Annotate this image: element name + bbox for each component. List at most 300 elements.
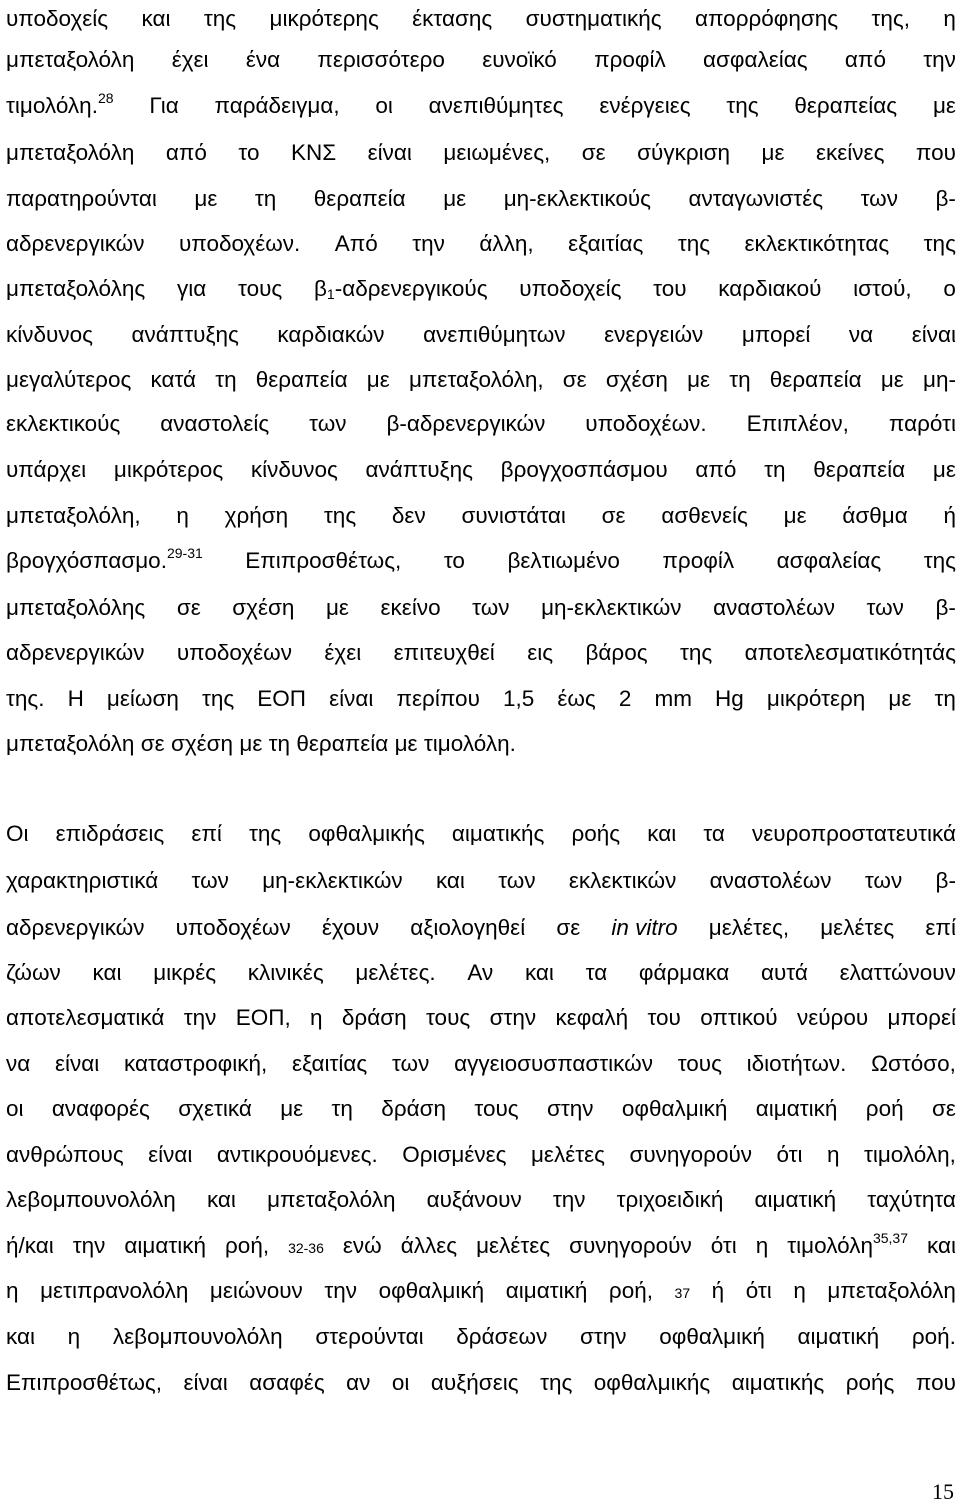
word: αιματική xyxy=(124,1233,207,1258)
word: β xyxy=(313,276,327,301)
word: μη-εκλεκτικούς xyxy=(503,186,652,211)
word: η xyxy=(827,1142,840,1167)
word: της xyxy=(323,503,357,528)
text-line xyxy=(6,88,956,124)
word-with-citation xyxy=(6,543,203,579)
text-line xyxy=(6,726,956,762)
word-with-subscript xyxy=(314,271,488,307)
word: Επιπροσθέτως, xyxy=(6,1370,163,1395)
word: που xyxy=(915,140,956,165)
word: κίνδυνος xyxy=(6,322,93,347)
word: εκλεκτικών xyxy=(568,868,677,893)
word: με xyxy=(239,731,263,756)
word: την xyxy=(324,1278,358,1303)
word: εκείνο xyxy=(380,595,441,620)
word: μικρές xyxy=(153,960,217,985)
word: οφθαλμική xyxy=(378,1278,485,1303)
word: αυξάνουν xyxy=(426,1187,522,1212)
word: προφίλ xyxy=(662,548,735,573)
text-line xyxy=(6,271,956,307)
word: μπεταξολόλη, xyxy=(6,503,141,528)
word: βελτιωμένο xyxy=(507,548,620,573)
word: προφίλ xyxy=(594,47,666,72)
word: τη xyxy=(215,367,237,392)
word: του xyxy=(647,1005,681,1030)
word: υποδοχείς xyxy=(6,6,109,31)
word: αποτελεσματικότητάς xyxy=(744,640,956,665)
word: Η xyxy=(67,686,84,711)
word: την xyxy=(923,47,956,72)
word: έως xyxy=(557,686,596,711)
text-line: η μετιπρανολόλη μειώνουν την οφθαλμική αιματική ροή, 37 ή ότι η μπεταξολόλη xyxy=(6,1273,956,1309)
word: ταχύτητα xyxy=(867,1187,956,1212)
word: αν xyxy=(346,1370,371,1395)
word: της xyxy=(923,231,956,256)
word: σχέση xyxy=(170,731,234,756)
word: σχέση xyxy=(605,367,668,392)
word: mm xyxy=(654,686,692,711)
word: μικρότερος xyxy=(113,457,224,482)
word: των xyxy=(309,411,347,436)
word: ροής xyxy=(571,821,621,846)
word: δράση xyxy=(381,1096,447,1121)
word: ή xyxy=(711,1278,725,1303)
word: και xyxy=(524,960,554,985)
word: θεραπεία xyxy=(296,731,389,756)
word: από xyxy=(165,140,207,165)
word: μειώνουν xyxy=(209,1278,303,1303)
word: των xyxy=(860,186,898,211)
word: στερούνται xyxy=(315,1324,424,1349)
word: αυξήσεις xyxy=(430,1370,519,1395)
text-line xyxy=(6,1000,956,1036)
word: τη xyxy=(764,457,786,482)
word: ζώων xyxy=(6,960,61,985)
word: σύγκριση xyxy=(637,140,731,165)
word: ασθενείς xyxy=(661,503,748,528)
word: η xyxy=(793,1278,806,1303)
word: με xyxy=(366,367,390,392)
word: χρήση xyxy=(224,503,289,528)
word: αυτά xyxy=(760,960,808,985)
word: οφθαλμικής xyxy=(593,1370,711,1395)
word: έχει xyxy=(171,47,209,72)
word: οφθαλμική xyxy=(621,1096,728,1121)
text-line xyxy=(6,1,956,37)
word: ανεπιθύμητες xyxy=(428,93,564,118)
word: άσθμα xyxy=(842,503,908,528)
word: ροή. xyxy=(911,1324,956,1349)
word: τους xyxy=(425,1005,471,1030)
word: εξαιτίας xyxy=(568,231,644,256)
word: ροής xyxy=(845,1370,895,1395)
word: εκλεκτικούς xyxy=(6,411,121,436)
word: οφθαλμικής xyxy=(308,821,425,846)
word: κατά xyxy=(150,367,197,392)
word: ροή, xyxy=(225,1233,270,1258)
word: με xyxy=(194,186,218,211)
word: β- xyxy=(935,868,956,893)
word: τους xyxy=(677,1051,722,1076)
word: με xyxy=(687,367,711,392)
word: τιμολόλη. xyxy=(6,93,98,118)
word: των xyxy=(498,868,536,893)
text-line xyxy=(6,226,956,262)
word: ένα xyxy=(245,47,281,72)
word: παρατηρούνται xyxy=(6,186,157,211)
word: την xyxy=(72,1233,106,1258)
word: τα xyxy=(585,960,608,985)
word: μπορεί xyxy=(741,322,811,347)
word: ή/και xyxy=(6,1233,54,1258)
word: Αν xyxy=(467,960,494,985)
word: χαρακτηριστικά xyxy=(6,868,159,893)
word: το xyxy=(238,140,260,165)
word: είναι xyxy=(329,686,374,711)
text-line xyxy=(6,406,956,442)
word: εκείνες xyxy=(816,140,885,165)
word: αποτελεσματικά xyxy=(6,1005,165,1030)
word: και xyxy=(92,960,122,985)
word: παρότι xyxy=(888,411,956,436)
word: μελέτες. xyxy=(355,960,436,985)
word: ανθρώπους xyxy=(6,1142,124,1167)
word: και xyxy=(647,821,677,846)
text-line xyxy=(6,543,956,579)
word-with-citation xyxy=(787,1228,908,1264)
word: εις xyxy=(527,640,554,665)
word: τη xyxy=(934,686,956,711)
word: τιμολόλη xyxy=(787,1233,873,1258)
word: περίπου xyxy=(396,686,480,711)
word: βάρος xyxy=(585,640,648,665)
text-line xyxy=(6,362,956,398)
word: θεραπεία xyxy=(313,186,406,211)
word: και xyxy=(141,6,171,31)
word: τιμολόλη, xyxy=(863,1142,956,1167)
word: της xyxy=(201,686,235,711)
word: ασφαλείας xyxy=(703,47,808,72)
word: της. xyxy=(6,686,45,711)
word: υποδοχέων xyxy=(176,640,292,665)
word: κεφαλή xyxy=(555,1005,629,1030)
word: σε xyxy=(601,503,626,528)
word: μικρότερη xyxy=(766,686,866,711)
word: ή xyxy=(943,503,956,528)
text-line xyxy=(6,863,956,899)
word: ροή, xyxy=(608,1278,653,1303)
word: ότι xyxy=(776,1142,803,1167)
word: επιτευχθεί xyxy=(393,640,495,665)
page-number: 15 xyxy=(932,1479,954,1504)
word: Ωστόσο, xyxy=(871,1051,956,1076)
word: β- xyxy=(935,595,956,620)
text-line xyxy=(6,955,956,991)
word: ιστού, xyxy=(853,276,912,301)
word: με xyxy=(443,186,467,211)
word: το xyxy=(443,548,465,573)
text-line: ή/και την αιματική ροή, 32-36 ενώ άλλες μελέτες συνηγορούν ότι η τιμολόλη$^{35,37}$ και xyxy=(6,1228,956,1264)
word: και xyxy=(6,1324,35,1349)
word: ότι xyxy=(745,1278,772,1303)
word: β-αδρενεργικών xyxy=(386,411,546,436)
italic-phrase xyxy=(611,910,677,946)
word: ροή xyxy=(865,1096,904,1121)
text-line xyxy=(6,135,956,171)
word: που xyxy=(915,1370,956,1395)
word: ενέργειες xyxy=(599,93,691,118)
text-line xyxy=(6,42,956,78)
word: ανταγωνιστές xyxy=(688,186,824,211)
word: με xyxy=(932,457,956,482)
text-line xyxy=(6,1137,956,1173)
word: επί xyxy=(925,915,956,940)
word: ανεπιθύμητων xyxy=(423,322,566,347)
text-line xyxy=(6,635,956,671)
word: οπτικού xyxy=(700,1005,778,1030)
word: έχουν xyxy=(321,915,380,940)
word: μπορεί xyxy=(887,1005,956,1030)
word: σε xyxy=(556,915,581,940)
word: στην xyxy=(489,1005,537,1030)
word: συνιστάται xyxy=(461,503,566,528)
word: τριχοειδική xyxy=(616,1187,724,1212)
word: κίνδυνος xyxy=(250,457,338,482)
subscript: 1 xyxy=(326,286,335,302)
word: μελέτες xyxy=(476,1233,551,1258)
word: η xyxy=(6,1278,19,1303)
word: συστηματικής xyxy=(525,6,662,31)
word: ελαττώνουν xyxy=(839,960,956,985)
text-line xyxy=(6,590,956,626)
word: να xyxy=(6,1051,31,1076)
word: της xyxy=(679,640,713,665)
word: σε xyxy=(581,140,606,165)
word: ανάπτυξης xyxy=(365,457,473,482)
word: τη xyxy=(268,731,291,756)
text-line xyxy=(6,1091,956,1127)
word: είναι xyxy=(148,1142,193,1167)
word: ο xyxy=(943,276,956,301)
word: υποδοχέων xyxy=(175,915,291,940)
word: μη- xyxy=(922,367,956,392)
word: τη xyxy=(729,367,751,392)
word: αιματικής xyxy=(451,821,545,846)
word: η xyxy=(67,1324,81,1349)
word: με xyxy=(761,140,785,165)
word: αιματική xyxy=(505,1278,588,1303)
word: με xyxy=(394,731,418,756)
word: αιματική xyxy=(797,1324,880,1349)
word: μπεταξολόλη xyxy=(827,1278,956,1303)
word: και xyxy=(435,868,465,893)
word: in xyxy=(611,915,629,940)
word: για xyxy=(177,276,207,301)
text-line xyxy=(6,816,956,852)
word: μετιπρανολόλη xyxy=(40,1278,189,1303)
word: μπεταξολόλη, xyxy=(408,367,544,392)
word: της xyxy=(540,1370,573,1395)
word: απορρόφησης xyxy=(694,6,839,31)
word: Από xyxy=(334,231,378,256)
word: κλινικές xyxy=(247,960,324,985)
word: την xyxy=(412,231,445,256)
word: με xyxy=(783,503,807,528)
word: ιδιοτήτων. xyxy=(746,1051,847,1076)
word: η xyxy=(755,1233,769,1258)
word: αναφορές xyxy=(51,1096,150,1121)
word: τη xyxy=(254,186,277,211)
word: αναστολείς xyxy=(160,411,270,436)
word: είναι xyxy=(367,140,412,165)
word: μείωση xyxy=(106,686,179,711)
word: της xyxy=(726,93,759,118)
word: μεγαλύτερος xyxy=(6,367,132,392)
word: τα xyxy=(703,821,725,846)
word: ανάπτυξης xyxy=(131,322,239,347)
word: με xyxy=(280,1096,304,1121)
word: β- xyxy=(935,186,956,211)
word: λεβομπουνολόλη xyxy=(112,1324,283,1349)
word: νευροπροστατευτικά xyxy=(751,821,956,846)
word: δράση xyxy=(341,1005,407,1030)
citation-superscript: 28 xyxy=(97,90,114,106)
word: μπεταξολόλη xyxy=(6,47,135,72)
word: από xyxy=(844,47,886,72)
word: σχέση xyxy=(232,595,295,620)
word: και xyxy=(927,1233,956,1258)
word: δεν xyxy=(391,503,426,528)
word: αιματική xyxy=(755,1096,838,1121)
word: -αδρενεργικούς xyxy=(334,276,488,301)
word: 1,5 xyxy=(502,686,535,711)
word: θεραπεία xyxy=(769,367,862,392)
text-line xyxy=(6,681,956,717)
word: ΕΟΠ, xyxy=(235,1005,291,1030)
citation-superscript: 29-31 xyxy=(166,545,203,561)
word: βρογχόσπασμο. xyxy=(6,548,167,573)
word: της xyxy=(923,548,956,573)
word: του xyxy=(653,276,687,301)
word: και xyxy=(206,1187,236,1212)
text-line xyxy=(6,1046,956,1082)
word: ευνοϊκό xyxy=(482,47,557,72)
text-line xyxy=(6,181,956,217)
word: των xyxy=(191,868,229,893)
word: των xyxy=(866,595,904,620)
word: είναι xyxy=(183,1370,228,1395)
word: μη-εκλεκτικών xyxy=(262,868,403,893)
word: ενεργειών xyxy=(604,322,704,347)
word: άλλη, xyxy=(479,231,534,256)
word: των xyxy=(391,1051,430,1076)
word: αναστολέων xyxy=(713,595,835,620)
word: σε xyxy=(176,595,201,620)
word: εκλεκτικότητας xyxy=(744,231,890,256)
word: μειωμένες, xyxy=(443,140,551,165)
word: ενώ xyxy=(342,1233,382,1258)
word: υπάρχει xyxy=(6,457,87,482)
word: παράδειγμα, xyxy=(214,93,340,118)
word: μελέτες xyxy=(820,915,895,940)
word: βρογχοσπάσμου xyxy=(500,457,668,482)
word: Επιπροσθέτως, xyxy=(245,548,402,573)
word: μπεταξολόλης xyxy=(6,276,146,301)
word: Οι xyxy=(6,821,29,846)
word: η xyxy=(943,6,956,31)
word: σχετικά xyxy=(178,1096,252,1121)
word: δράσεων xyxy=(456,1324,548,1349)
word: τη xyxy=(331,1096,353,1121)
word: στην xyxy=(580,1324,627,1349)
word: περισσότερο xyxy=(317,47,445,72)
word: άλλες xyxy=(400,1233,458,1258)
word: υποδοχέων. xyxy=(178,231,301,256)
word: με xyxy=(932,93,956,118)
word: αντικρουόμενες. xyxy=(216,1142,378,1167)
word: αδρενεργικών xyxy=(6,231,145,256)
word: θεραπεία xyxy=(255,367,348,392)
word: την xyxy=(552,1187,586,1212)
word: της xyxy=(203,6,237,31)
text-line xyxy=(6,317,956,353)
word: μικρότερης xyxy=(269,6,379,31)
word: μελέτες xyxy=(530,1142,605,1167)
word: 2 xyxy=(618,686,632,711)
word: ότι xyxy=(710,1233,737,1258)
word: ασφαλείας xyxy=(776,548,882,573)
word: με xyxy=(325,595,349,620)
word: καρδιακού xyxy=(718,276,822,301)
word: μελέτες, xyxy=(708,915,790,940)
word: μη-εκλεκτικών xyxy=(541,595,682,620)
word: είναι xyxy=(54,1051,100,1076)
word: αγγειοσυσπαστικών xyxy=(454,1051,653,1076)
word: Ορισμένες xyxy=(402,1142,507,1167)
word: αιματικής xyxy=(731,1370,825,1395)
word: νεύρου xyxy=(796,1005,869,1030)
word: τους xyxy=(474,1096,519,1121)
word: σε xyxy=(931,1096,956,1121)
word: των xyxy=(864,868,903,893)
word: τους xyxy=(238,276,283,301)
word: με xyxy=(880,367,904,392)
word: ασαφές xyxy=(249,1370,325,1395)
word: vitro xyxy=(635,915,678,940)
word: Επιπλέον, xyxy=(746,411,849,436)
word: οι xyxy=(391,1370,410,1395)
word: είναι xyxy=(911,322,956,347)
word: καταστροφική, xyxy=(124,1051,268,1076)
word: Hg xyxy=(715,686,744,711)
word: έχει xyxy=(324,640,362,665)
word: της xyxy=(677,231,711,256)
word: σε xyxy=(562,367,587,392)
word: μπεταξολόλη xyxy=(6,731,135,756)
word: Για xyxy=(149,93,179,118)
word: της, xyxy=(871,6,911,31)
word: της xyxy=(249,821,282,846)
word: μπεταξολόλη xyxy=(6,140,135,165)
text-line xyxy=(6,910,956,946)
text-line xyxy=(6,1182,956,1218)
word: αδρενεργικών xyxy=(6,640,145,665)
word: στην xyxy=(546,1096,594,1121)
word: υποδοχείς xyxy=(519,276,622,301)
word: από xyxy=(695,457,737,482)
text-line xyxy=(6,1319,956,1355)
word: επιδράσεις xyxy=(55,821,165,846)
